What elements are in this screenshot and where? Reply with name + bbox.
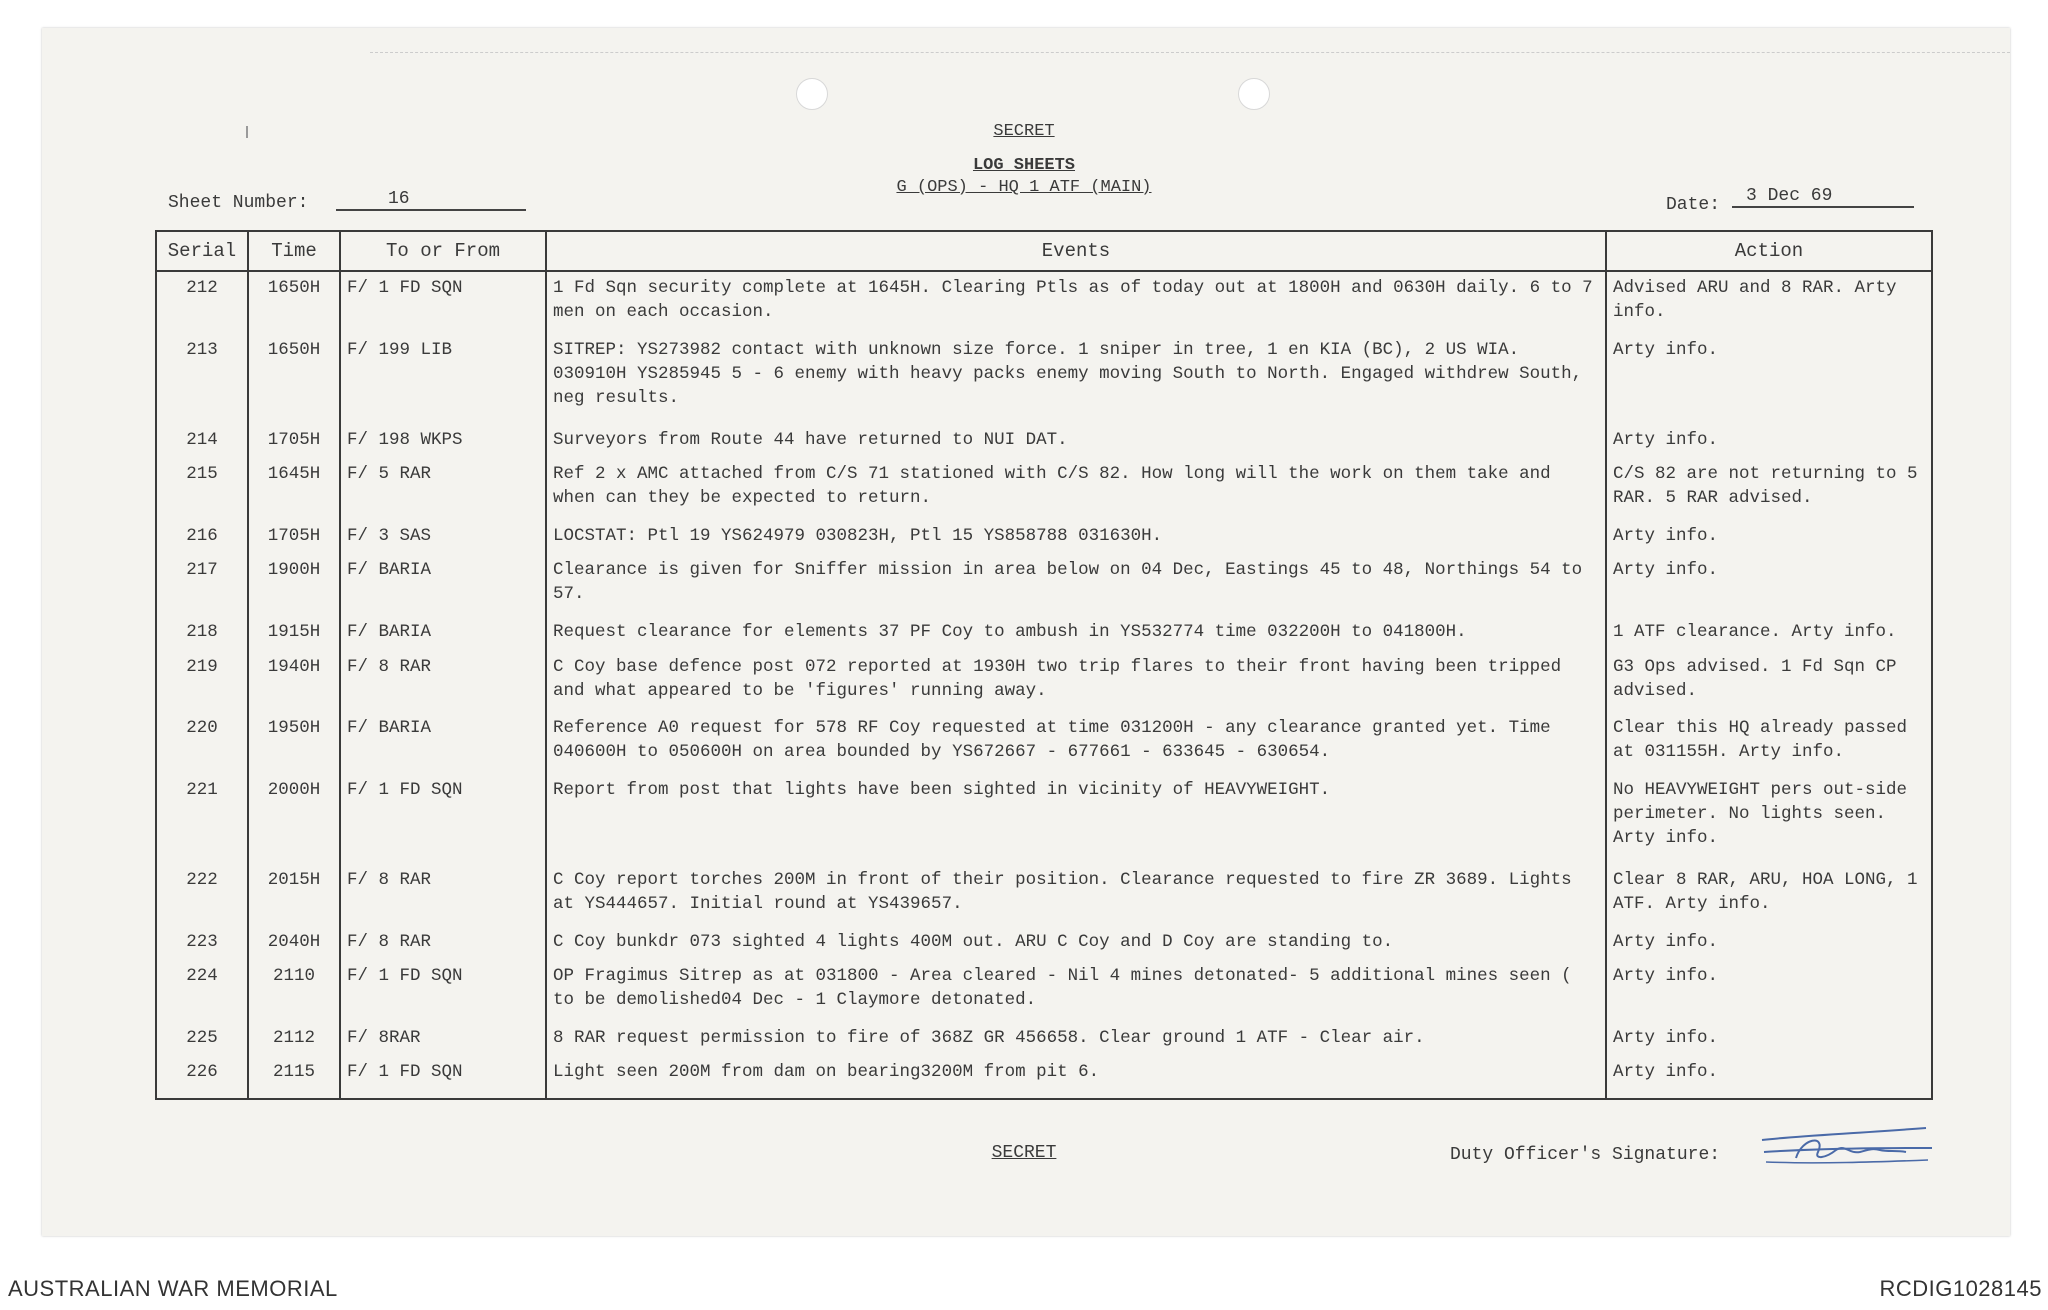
cell-action: Advised ARU and 8 RAR. Arty info. bbox=[1606, 271, 1932, 334]
table-row bbox=[156, 424, 1932, 458]
handwritten-signature bbox=[1756, 1118, 1936, 1168]
cell-to-from: F/ 3 SAS bbox=[340, 520, 546, 554]
cell-events: C Coy bunkdr 073 sighted 4 lights 400M out. ARU C Coy and D Coy are standing to. bbox=[546, 926, 1606, 960]
classification-bottom: SECRET bbox=[991, 1143, 1057, 1163]
archive-credit: AUSTRALIAN WAR MEMORIAL bbox=[8, 1276, 338, 1301]
cell-events: LOCSTAT: Ptl 19 YS624979 030823H, Ptl 15 YS858788 031630H. bbox=[546, 520, 1606, 554]
sheet-number-label: Sheet Number: bbox=[168, 193, 309, 213]
cell-action: Arty info. bbox=[1606, 1056, 1932, 1090]
cell-events: 1 Fd Sqn security complete at 1645H. Clearing Ptls as of today out at 1800H and 0630H daily. 6 to 7 men on each occasion. bbox=[546, 271, 1606, 334]
cell-action: Arty info. bbox=[1606, 554, 1932, 616]
cell-action: Arty info. bbox=[1606, 926, 1932, 960]
cell-time: 2040H bbox=[248, 926, 340, 960]
cell-action: G3 Ops advised. 1 Fd Sqn CP advised. bbox=[1606, 651, 1932, 713]
column-header-action: Action bbox=[1606, 231, 1932, 271]
cell-time: 1650H bbox=[248, 334, 340, 423]
cell-to-from: F/ 8RAR bbox=[340, 1022, 546, 1056]
table-row bbox=[156, 712, 1932, 774]
cell-action: Arty info. bbox=[1606, 334, 1932, 423]
cell-to-from: F/ 199 LIB bbox=[340, 334, 546, 423]
cell-time: 2000H bbox=[248, 774, 340, 863]
table-header-row bbox=[156, 231, 1932, 271]
cell-events: Light seen 200M from dam on bearing3200M from pit 6. bbox=[546, 1056, 1606, 1090]
log-table bbox=[155, 230, 1933, 1100]
cell-events: Clearance is given for Sniffer mission in area below on 04 Dec, Eastings 45 to 48, Northings 54 to 57. bbox=[546, 554, 1606, 616]
date-label: Date: bbox=[1666, 195, 1721, 215]
cell-to-from: F/ 8 RAR bbox=[340, 926, 546, 960]
cell-serial: 219 bbox=[156, 651, 248, 713]
cell-time: 1950H bbox=[248, 712, 340, 774]
cell-to-from: F/ 198 WKPS bbox=[340, 424, 546, 458]
column-header-serial: Serial bbox=[156, 231, 248, 271]
cell-serial: 212 bbox=[156, 271, 248, 334]
cell-time: 1915H bbox=[248, 616, 340, 650]
cell-events: Request clearance for elements 37 PF Coy to ambush in YS532774 time 032200H to 041800H. bbox=[546, 616, 1606, 650]
cell-serial: 221 bbox=[156, 774, 248, 863]
cell-to-from: F/ 1 FD SQN bbox=[340, 960, 546, 1022]
cell-action: Clear this HQ already passed at 031155H. Arty info. bbox=[1606, 712, 1932, 774]
cell-action: No HEAVYWEIGHT pers out-side perimeter. No lights seen. Arty info. bbox=[1606, 774, 1932, 863]
table-row bbox=[156, 458, 1932, 520]
cell-time: 2115 bbox=[248, 1056, 340, 1090]
blank-cell bbox=[340, 1091, 546, 1099]
blank-cell bbox=[1606, 1091, 1932, 1099]
cell-serial: 217 bbox=[156, 554, 248, 616]
date-value: 3 Dec 69 bbox=[1732, 186, 1914, 208]
table-row bbox=[156, 651, 1932, 713]
cell-events: Report from post that lights have been sighted in vicinity of HEAVYWEIGHT. bbox=[546, 774, 1606, 863]
cell-action: Arty info. bbox=[1606, 424, 1932, 458]
cell-serial: 216 bbox=[156, 520, 248, 554]
cell-to-from: F/ 1 FD SQN bbox=[340, 774, 546, 863]
cell-serial: 222 bbox=[156, 864, 248, 926]
column-header-time: Time bbox=[248, 231, 340, 271]
cell-serial: 215 bbox=[156, 458, 248, 520]
cell-action: Arty info. bbox=[1606, 1022, 1932, 1056]
table-row bbox=[156, 926, 1932, 960]
sheet-number-value: 16 bbox=[336, 189, 526, 211]
table-row bbox=[156, 1022, 1932, 1056]
column-header-to-from: To or From bbox=[340, 231, 546, 271]
punch-hole-right bbox=[1238, 78, 1270, 110]
blank-cell bbox=[156, 1091, 248, 1099]
cell-to-from: F/ 1 FD SQN bbox=[340, 271, 546, 334]
table-blank-space bbox=[156, 1091, 1932, 1099]
table-row bbox=[156, 271, 1932, 334]
cell-events: C Coy base defence post 072 reported at 1930H two trip flares to their front having been tripped and what appeared to be 'figures' running away. bbox=[546, 651, 1606, 713]
table-row bbox=[156, 774, 1932, 863]
cell-to-from: F/ BARIA bbox=[340, 712, 546, 774]
table-row bbox=[156, 616, 1932, 650]
cell-events: Ref 2 x AMC attached from C/S 71 stationed with C/S 82. How long will the work on them take and when can they be expected to return. bbox=[546, 458, 1606, 520]
cell-serial: 213 bbox=[156, 334, 248, 423]
cell-time: 2015H bbox=[248, 864, 340, 926]
cell-serial: 225 bbox=[156, 1022, 248, 1056]
cell-to-from: F/ 5 RAR bbox=[340, 458, 546, 520]
table-row bbox=[156, 864, 1932, 926]
cell-events: SITREP: YS273982 contact with unknown size force. 1 sniper in tree, 1 en KIA (BC), 2 US WIA. 030910H YS285945 5 - 6 enemy with heavy packs enemy moving South to North. Engaged withdrew South, neg results. bbox=[546, 334, 1606, 423]
cell-serial: 220 bbox=[156, 712, 248, 774]
cell-serial: 218 bbox=[156, 616, 248, 650]
cell-action: Clear 8 RAR, ARU, HOA LONG, 1 ATF. Arty info. bbox=[1606, 864, 1932, 926]
classification-top: SECRET bbox=[993, 122, 1055, 141]
cell-to-from: F/ 8 RAR bbox=[340, 864, 546, 926]
cell-time: 1645H bbox=[248, 458, 340, 520]
cell-serial: 223 bbox=[156, 926, 248, 960]
cell-events: OP Fragimus Sitrep as at 031800 - Area cleared - Nil 4 mines detonated- 5 additional mines seen ( to be demolished04 Dec - 1 Claymore detonated. bbox=[546, 960, 1606, 1022]
cell-to-from: F/ BARIA bbox=[340, 554, 546, 616]
signature-label: Duty Officer's Signature: bbox=[1450, 1145, 1721, 1165]
cell-action: Arty info. bbox=[1606, 520, 1932, 554]
cell-time: 1940H bbox=[248, 651, 340, 713]
cell-action: C/S 82 are not returning to 5 RAR. 5 RAR advised. bbox=[1606, 458, 1932, 520]
document-title: LOG SHEETS bbox=[972, 156, 1076, 175]
cell-events: C Coy report torches 200M in front of their position. Clearance requested to fire ZR 3689. Lights at YS444657. Initial round at YS439657. bbox=[546, 864, 1606, 926]
archive-id: RCDIG1028145 bbox=[1879, 1276, 2042, 1301]
cell-serial: 226 bbox=[156, 1056, 248, 1090]
cell-action: 1 ATF clearance. Arty info. bbox=[1606, 616, 1932, 650]
cell-serial: 224 bbox=[156, 960, 248, 1022]
blank-cell bbox=[248, 1091, 340, 1099]
cell-events: Reference A0 request for 578 RF Coy requested at time 031200H - any clearance granted yet. Time 040600H to 050600H on area bounded by YS672667 - 677661 - 633645 - 630654. bbox=[546, 712, 1606, 774]
cell-time: 1705H bbox=[248, 424, 340, 458]
column-header-events: Events bbox=[546, 231, 1606, 271]
table-row bbox=[156, 520, 1932, 554]
blank-cell bbox=[546, 1091, 1606, 1099]
cell-time: 2112 bbox=[248, 1022, 340, 1056]
punch-hole-left bbox=[796, 78, 828, 110]
cell-to-from: F/ BARIA bbox=[340, 616, 546, 650]
top-fold-line bbox=[370, 52, 2010, 53]
cell-events: 8 RAR request permission to fire of 368Z GR 456658. Clear ground 1 ATF - Clear air. bbox=[546, 1022, 1606, 1056]
cell-time: 2110 bbox=[248, 960, 340, 1022]
cell-time: 1650H bbox=[248, 271, 340, 334]
table-row bbox=[156, 1056, 1932, 1090]
archive-footer bbox=[0, 1268, 2048, 1310]
cell-time: 1705H bbox=[248, 520, 340, 554]
cell-serial: 214 bbox=[156, 424, 248, 458]
cell-time: 1900H bbox=[248, 554, 340, 616]
cell-action: Arty info. bbox=[1606, 960, 1932, 1022]
document-subtitle: G (OPS) - HQ 1 ATF (MAIN) bbox=[896, 178, 1152, 197]
cell-to-from: F/ 1 FD SQN bbox=[340, 1056, 546, 1090]
log-table-body bbox=[156, 271, 1932, 1099]
table-row bbox=[156, 960, 1932, 1022]
table-row bbox=[156, 554, 1932, 616]
cell-to-from: F/ 8 RAR bbox=[340, 651, 546, 713]
table-row bbox=[156, 334, 1932, 423]
cell-events: Surveyors from Route 44 have returned to NUI DAT. bbox=[546, 424, 1606, 458]
